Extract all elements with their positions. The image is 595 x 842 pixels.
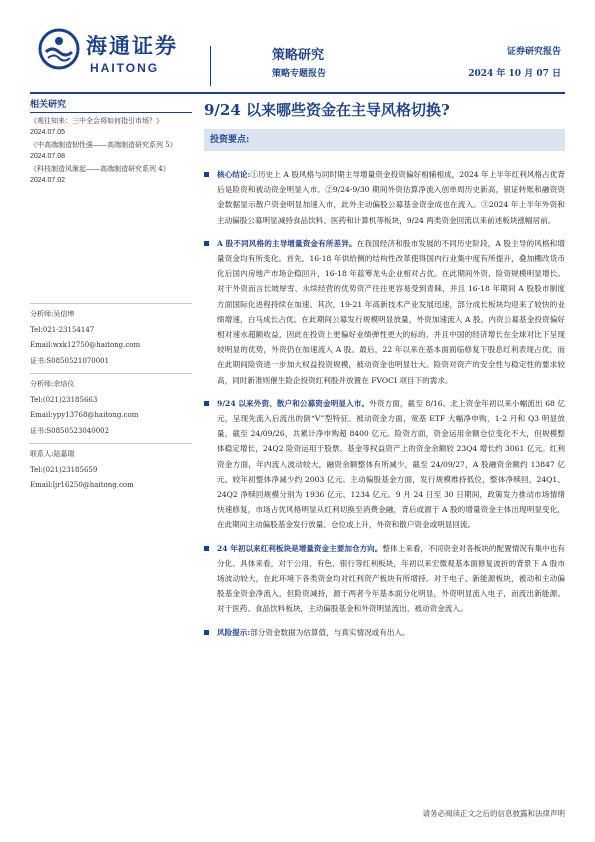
analyst-email[interactable]: Email:ypy13768@haitong.com [30,411,139,419]
main-content [204,92,565,648]
analyst-contacts [30,303,192,498]
analyst-name: 分析师:余培仪 [30,380,75,388]
analyst-email[interactable]: Email:ljr16250@haitong.com [30,481,134,489]
key-point-lead: 24 年初以来红利板块是增量资金主要加仓方向。 [217,543,383,553]
analyst-cert: 证书:S0850521070001 [30,356,110,365]
report-header [30,24,565,92]
key-point-text: 在我国经济和股市发展的不同历史阶段，A 股主导的风格和增量资金均有所变化。首先，16-18 年供给侧的结构性改革使得国内行业集中度有所提升，叠加棚改货币化后国内房地产市场企稳回升，16-18 年蓝筹龙头企业相对占优。在此期间外资、险资规模明显增长。对于外资而言长坡厚雪、永续经营的优势资产往往更容易受到青睐，并且 16-18 年期间 A 股股市制度方面国际化进程持续在加速。其次，19-21 年高新技术产业发展迅速，部分成长板块均迎来了较快的业绩增速，白马成长占优。在此期间公募发行规模明显放量，外资加速流入 A 股。内资公募基金投资偏好相对速水超额收益，因此在投资上更偏好业绩弹性更大的标的，并且中国的经济增长在全球对比下呈现较明显的优势，外资仍在加速流入 A 股。最后，22 年以来在基本面面临修复下股息红利表现占优，而在此期间险资进一步加大权益投资规模，被动资金也明显壮大。险资对资产的安全性与稳定性的要求较高，同时新准则催生险企投资红利股并放置在 FVOCI 项目下的需求。 [217,238,565,385]
report-date: 2024 年 10 月 07 日 [468,69,561,79]
key-point-text: 整体上来看，不同资金对各板块的配置情况有集中也有分化。具体来看，对于公用、有色、银行等红利板块，年初以来宏微观基本面修复波折的背景下 A 股市场波动较大，在此环境下各类资金均对红利资产板块有所增持。对于电子、新能源板块，被动和主动偏股基金资金净流入，但险资减持，源于两者今年基本面分化明显，外资明显流入电子，而流出新能源。对于医药、食品饮料板块，主动偏股基金和外资明显流出，被动资金流入。 [217,543,565,614]
analyst-email[interactable]: Email:wxk12750@haitong.com [30,341,141,349]
key-point-risk [204,625,565,640]
analyst-tel: Tel:021-23154147 [30,325,95,334]
disclaimer-footer: 请务必阅读正文之后的信息披露和法律声明 [422,809,565,818]
header-divider [210,46,211,86]
analyst-card [30,443,192,494]
analyst-name: 分析师:吴信坤 [30,310,75,318]
analyst-cert: 证书:S0850523040002 [30,426,110,435]
key-point-text: ①历史上 A 股风格与同时期主导增量资金投资偏好相辅相成，2024 年上半年红利风格占优背后是险资和被动资金明显入市。②9/24-9/30 期间外资估算净流入创单周历史新高，银证转账和融资资金数据显示散户资金明显加速入市，此外主动偏股公募基金资金成也在流入。③2024 年上半年外资和主动偏股公募明显减持食品饮料、医药和计算机等板块，9/24 两类资金回流以来前述板块涨幅居前。 [217,170,565,225]
related-research-item[interactable]: 《科技制造风渐起——高端制造研究系列 4》2024.07.02 [30,165,170,184]
key-point-lead: 9/24 以来外资、散户和公募资金明显入市。 [217,398,370,408]
key-point-lead: 核心结论: [217,170,251,179]
report-subcategory: 策略专题报告 [272,69,327,79]
key-point-style-funds [204,236,565,388]
related-research-item[interactable]: 《观往知来：三中全会将如何指引市场？》2024.07.05 [30,117,163,136]
analyst-tel: Tel:(021)23185663 [30,395,98,404]
bullet-square-icon [204,172,209,177]
analyst-tel: Tel:(021)23185659 [30,465,98,474]
related-research-item[interactable]: 《中高端制造韧性强——高端制造研究系列 5》2024.07.08 [30,141,177,160]
key-points-heading: 投资要点: [204,129,565,151]
report-type: 证券研究报告 [506,47,561,57]
bullet-square-icon [204,401,209,406]
analyst-name: 联系人:陆嘉瑞 [30,450,75,458]
analyst-card [30,303,192,369]
bullet-square-icon [204,546,209,551]
key-point-lead: A 股不同风格的主导增量资金有所差异。 [217,238,357,248]
key-point-core-conclusion [204,167,565,228]
bullet-square-icon [204,241,209,246]
bullet-square-icon [204,630,209,635]
report-title: 9/24 以来哪些资金在主导风格切换? [204,101,450,119]
key-point-dividend-sector [204,541,565,617]
haitong-logo-icon [38,28,80,70]
key-points-list [204,167,565,640]
key-point-lead: 风险提示: [217,627,251,637]
report-category: 策略研究 [272,48,325,63]
key-point-text: 外资方面，截至 8/16、北上资金年初以来小幅流出 68 亿元，呈现先流入后流出的倒“V”型特征。被动资金方面，宽基 ETF 大幅净申购，1-2 月和 Q3 明显放量，截至 24/09/26，共累计净申购超 8400 亿元。险资方面，资金运用余额仓位变化不大，但规模整体稳定增长，24Q2 险资运用于股票、基金等权益资产上的资金余额较 23Q4 增长约 3061 亿元。红利资金方面，年内流入波动较大，融资余额整体有所减少，截至 24/09/27，A 股融资余额约 13847 亿元，较年初整体净减少约 2003 亿元。主动偏股基金方面，发行规模维持低位，整体净赎回，24Q1、24Q2 净赎回规模分别为 1936 亿元、1234 亿元。9 月 24 日至 30 日期间，政策发力推动市场情绪快速修复，市场占优风格明显从红利切换至消费金融，背后或源于 A 股的增量资金主体出现明显变化，在此期间主动偏股基金发行放量、仓位或上升，外资和散户资金或明显回流。 [217,398,565,530]
related-research-heading: 相关研究 [30,97,192,113]
key-point-text: 部分资金数据为估算值，与真实情况或有出入。 [250,627,410,637]
logo-english: HAITONG [90,61,160,75]
related-research [30,97,192,188]
logo-chinese: 海通证券 [86,33,178,58]
key-point-inflows [204,396,565,533]
analyst-card [30,373,192,439]
